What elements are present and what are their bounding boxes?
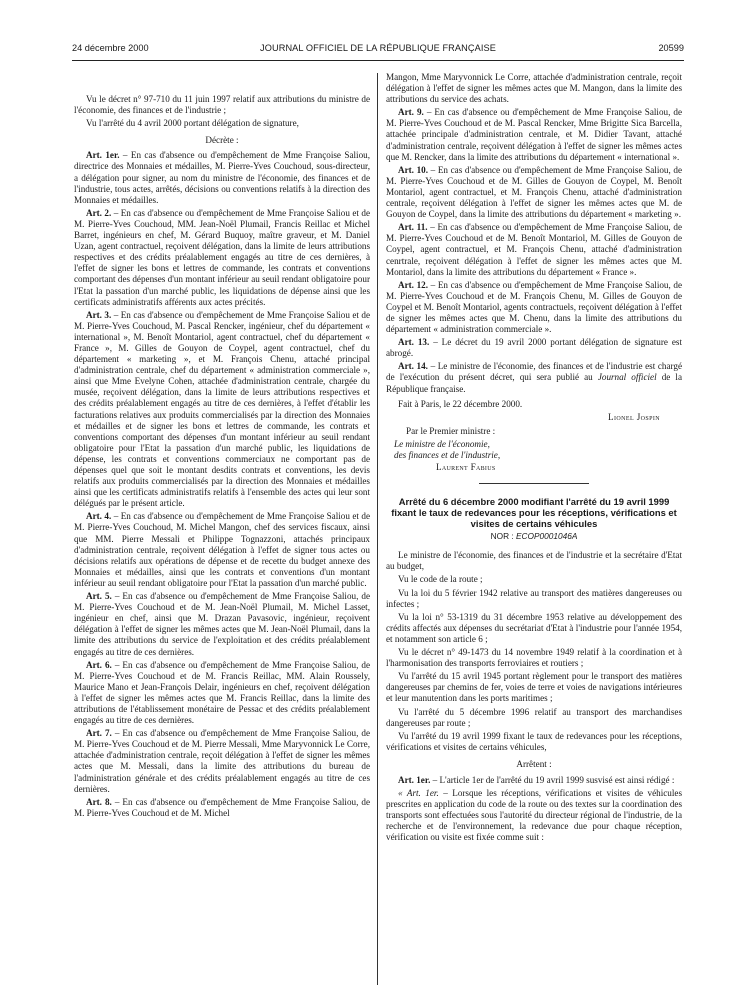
article-8-continued: Mangon, Mme Maryvonnick Le Corre, attachée d'administration centrale, reçoit délégation à l'effet de signer les mêmes actes que M. Mangon, dans la limite des attributions du service des achats. xyxy=(386,72,682,105)
vu-decret-paragraph: Vu le décret n° 97-710 du 11 juin 1997 relatif aux attributions du ministre de l'économie, des finances et de l'industrie ; xyxy=(74,94,370,116)
nor-label: NOR : xyxy=(490,531,516,542)
vu-item: Vu le code de la route ; xyxy=(398,574,483,585)
article-label: Art. 12. xyxy=(398,279,429,290)
article-text: – En cas d'absence ou d'empêchement de Mme Françoise Saliou, de M. Pierre-Yves Couchoud et de M. Benoît Montariol, M. Gilles de Gouyon de Coypel, agent contractuel, et M. François Chenu, attaché d'administration cenrtrale, reçoivent délégation à l'effet de signer les mêmes actes que M. Montariol, dans la limite des attributions du département « France ». xyxy=(386,222,682,277)
article-label: Art. 4. xyxy=(86,511,112,522)
article-9 xyxy=(386,107,682,162)
article-text: – En cas d'absence ou d'empêchement de Mme Françoise Saliou et de M. Pierre-Yves Couchoud, M. Pascal Rencker, ingénieur, chef du département « international », M. Benoît Montariol, agent contractuel, chef du département « France », M. Gilles de Gouyon de Coypel, agent contractuel, chef du département « marketing », et M. François Chenu, attaché principal d'administration centrale, chef du département « administration commerciale », ainsi que Mme Evelyne Cohen, attachée d'administration centrale, chargée du musée, reçoivent délégation, dans la limite de leurs attributions respectives et des crédits préalablement engagés au titre de ces dernières, à l'effet d'établir les facturations relatives aux produits commercialisés par la direction des Monnaies et médailles et de signer les bons et lettres de commande, les contrats et conventions comportant des dépenses d'un montant inférieur au seuil rendant obligatoire pour l'Etat la passation d'un marché public, les liquidations de dépense, les contrats et conventions commerciaux ne comportant pas de dépenses quel que soit le montant desdits contrats et conventions, les devis relatifs aux produits commercialisés par la direction des Monnaies et médailles ainsi que les certificats administratifs relatifs à l'ensemble des actes qui leur sont délégués par le présent article. xyxy=(74,309,370,509)
ministre-line-2: des finances et de l'industrie, xyxy=(394,449,501,460)
column-divider xyxy=(377,73,378,985)
ministre-title xyxy=(386,439,682,460)
quoted-article-text: – Lorsque les réceptions, vérifications et visites de véhicules prescrites en application du code de la route ou des textes sur la coordination des transports sont effectuées sous l'autorité du directeur régional de l'industrie, de la recherche et de l'environnement, la redevance due pour chaque réception, vérification ou visite est fixée comme suit : xyxy=(386,788,682,843)
article-text: – En cas d'absence ou d'empêchement de Mme Françoise Saliou, de M. Pierre-Yves Couchoud et de M. Pascal Rencker, Mme Brigitte Sica Barcella, attachée principale d'administration centrale, et M. Didier Tavant, attaché d'administration centrale, reçoivent délégation à l'effet de signer les mêmes actes que M. Rencker, dans la limite des attributions du département « international ». xyxy=(386,107,682,162)
article-5 xyxy=(74,591,370,658)
arretent-heading: Arrêtent : xyxy=(516,758,552,769)
quoted-article-1 xyxy=(386,788,682,843)
ministre-line-1: Le ministre de l'économie, xyxy=(394,438,490,449)
article-8 xyxy=(74,797,370,819)
signatory-name: Lionel Jospin xyxy=(608,411,660,422)
article-text: – En cas d'absence ou d'empêchement de Mme Françoise Saliou, de M. Pierre-Yves Couchoud et de M. Gilles de Gouyon de Coypel, M. Benoît Montariol, agent contractuel, et M. François Chenu, attaché d'administration centrale, reçoivent délégation à l'effet de signer les mêmes actes que M. de Gouyon de Coypel, dans la limite des attributions du département « marketing ». xyxy=(386,164,683,220)
vu-item: Vu l'arrêté du 15 avril 1945 portant règlement pour le transport des matières dangereuses par chemins de fer, voies de terre et voies de navigations intérieures et leur manutention dans les ports maritimes ; xyxy=(386,671,682,704)
arrete-title: Arrêté du 6 décembre 2000 modifiant l'arrêté du 19 avril 1999 fixant le taux de redevances pour les réceptions, vérifications et visites de certains véhicules xyxy=(391,496,677,530)
page-header xyxy=(72,43,684,57)
fait-a-paris: Fait à Paris, le 22 décembre 2000. xyxy=(398,398,523,409)
article-text: – En cas d'absence ou d'empêchement de Mme Françoise Saliou, directrice des Monnaies et médailles, M. Pierre-Yves Couchoud, sous-directeur, a délégation pour signer, au nom du ministre de l'économie, des finances et de l'industrie, tous actes, arrêtés, décisions ou conventions relatifs à la direction des Monnaies et médailles. xyxy=(74,150,370,205)
article-text: – En cas d'absence ou d'empêchement de Mme Françoise Saliou, de M. Pierre-Yves Couchoud et de M. Francis Reillac, MM. Alain Roussely, Maurice Mano et Jean-François Delair, ingénieurs en chef, reçoivent délégation à l'effet de signer les mêmes actes que M. Francis Reillac, dans la limite des attributions de l'établissement monétaire de Pessac et des crédits préalablement engagés au titre de ces dernières. xyxy=(74,659,370,726)
article-text: – En cas d'absence ou d'empêchement de Mme Françoise Saliou et de M. Pierre-Yves Couchoud, M. Michel Mangon, chef des services fiscaux, ainsi que MM. Pierre Messali et Philippe Tognazzoni, attachés principaux d'administration centrale, reçoivent délégation à l'effet de signer tous actes ou décisions relatifs aux opérations de dépense et de recette du budget annexe des Monnaies et médailles, ainsi que les contrats et conventions d'un montant inférieur au seuil rendant obligatoire pour l'Etat la passation d'un marché public. xyxy=(74,511,370,588)
article-text: – Le décret du 19 avril 2000 portant délégation de signature est abrogé. xyxy=(386,337,682,359)
journal-officiel-italic: Journal officiel xyxy=(597,372,657,383)
article-text: – En cas d'absence ou d'empêchement de Mme Françoise Saliou, de M. Pierre-Yves Couchoud et de M. Michel xyxy=(74,796,370,818)
article-label: Art. 8. xyxy=(86,796,112,807)
page-number: 20599 xyxy=(658,43,684,53)
article-label: Art. 5. xyxy=(86,591,112,602)
article-text: – Le ministre de l'économie, des finances et de l'industrie est chargé de l'exécution du présent décret, qui sera publié au xyxy=(386,361,682,383)
article-text: – En cas d'absence ou d'empêchement de Mme Françoise Saliou, de M. Pierre-Yves Couchoud et de M. Jean-Noël Plumail, M. Michel Lasset, ingénieur en chef, ainsi que M. Drazan Pavasovic, ingénieur, reçoivent délégation à l'effet de signer les mêmes actes que M. Jean-Noël Plumail, dans la limite des attributions du service de l'exploitation et des crédits préalablement engagés au titre de ces dernières. xyxy=(74,591,370,657)
article-label: Art. 7. xyxy=(86,728,112,739)
vu-item: Vu la loi n° 53-1319 du 31 décembre 1953 relative au développement des crédits affectés aux dépenses du secrétariat d'Etat à l'industrie pour l'année 1954, et notamment son article 6 ; xyxy=(386,611,682,644)
journal-title: JOURNAL OFFICIEL DE LA RÉPUBLIQUE FRANÇAISE xyxy=(260,43,496,53)
decrete-heading: Décrète : xyxy=(205,135,239,146)
article-text: – En cas d'absence ou d'empêchement de Mme Françoise Saliou et de M. Pierre-Yves Couchoud, MM. Jean-Noël Plumail, Francis Reillac et Michel Barret, ingénieurs en chef, M. Gérard Buquoy, maître graveur, et M. Daniel Uzan, agent contractuel, reçoivent délégation, dans la limite de leurs attributions respectives et des crédits préalablement engagés au titre de ces dernières, à l'effet de signer les bons et lettres de commande, les contrats et conventions comportant des dépenses d'un montant inférieur au seuil rendant obligatoire pour l'Etat la passation d'un marché public, les liquidations de dépense ainsi que les certificats administratifs afférents aux actes précités. xyxy=(74,207,370,307)
article-7 xyxy=(74,728,370,795)
article-label: Art. 13. xyxy=(398,337,430,348)
vu-item: Vu le décret n° 49-1473 du 14 novembre 1949 relatif à la coordination et à l'harmonisation des transports ferroviaires et routiers ; xyxy=(386,647,682,669)
article-label: Art. 10. xyxy=(398,164,429,175)
article-label: Art. 2. xyxy=(86,207,112,218)
article-4 xyxy=(74,511,370,589)
article-12 xyxy=(386,280,682,335)
section-separator xyxy=(479,483,589,484)
quoted-article-label: « Art. 1er. xyxy=(398,788,439,799)
left-column xyxy=(74,94,370,821)
article-label: Art. 1er. xyxy=(86,150,120,161)
nor-reference xyxy=(386,531,682,542)
article-label: Art. 1er. xyxy=(398,774,431,785)
article-label: Art. 6. xyxy=(86,659,112,670)
article-2 xyxy=(74,208,370,308)
nor-code: ECOP0001046A xyxy=(516,531,578,542)
article-label: Art. 3. xyxy=(86,309,112,320)
article-13 xyxy=(386,337,682,359)
header-date: 24 décembre 2000 xyxy=(72,43,149,53)
article-label: Art. 11. xyxy=(398,222,428,233)
article-label: Art. 9. xyxy=(398,107,424,118)
article-14 xyxy=(386,361,682,394)
article-1 xyxy=(74,150,370,205)
article-text: – En cas d'absence ou d'empêchement de Mme Françoise Saliou, de M. Pierre-Yves Couchoud et de M. Pierre Messali, Mme Maryvonnick Le Corre, attachée d'administration centrale, reçoit délégation à l'effet de signer les mêmes actes que M. Messali, dans la limite des attributions du bureau de l'administration générale et des crédits préalablement engagés au titre de ces dernières. xyxy=(74,728,370,794)
article-label: Art. 14. xyxy=(398,361,428,372)
ministre-name: Laurent Fabius xyxy=(436,462,496,473)
article-11 xyxy=(386,222,682,277)
article-10 xyxy=(386,165,682,220)
article-3 xyxy=(74,310,370,510)
article-6 xyxy=(74,660,370,727)
article-text-end: de la République française. xyxy=(386,372,683,394)
header-rule xyxy=(72,60,684,61)
vu-item: Vu la loi du 5 février 1942 relative au transport des matières dangereuses ou infectes ; xyxy=(386,587,682,609)
vu-arrete-paragraph: Vu l'arrêté du 4 avril 2000 portant délégation de signature, xyxy=(86,118,299,129)
right-column xyxy=(386,72,682,846)
vu-item: Vu l'arrêté du 19 avril 1999 fixant le taux de redevances pour les réceptions, vérifications et visites de certains véhicules, xyxy=(386,730,682,752)
article-text: – En cas d'absence ou d'empêchement de Mme Françoise Saliou, de M. Pierre-Yves Couchoud et de M. François Chenu, M. Gilles de Gouyon de Coypel et M. Benoît Montariol, agents contractuels, reçoivent délégation à l'effet de signer les mêmes actes que M. Chenu, dans la limite des attributions du département « administration commerciale ». xyxy=(386,279,683,335)
article-text: – L'article 1er de l'arrêté du 19 avril 1999 susvisé est ainsi rédigé : xyxy=(430,774,675,785)
arrete-intro: Le ministre de l'économie, des finances et de l'industrie et la secrétaire d'Etat au budget, xyxy=(386,550,682,572)
vu-item: Vu l'arrêté du 5 décembre 1996 relatif au transport des marchandises dangereuses par route ; xyxy=(386,706,682,728)
arrete-article-1 xyxy=(386,775,682,786)
par-premier-ministre: Par le Premier ministre : xyxy=(406,425,496,436)
